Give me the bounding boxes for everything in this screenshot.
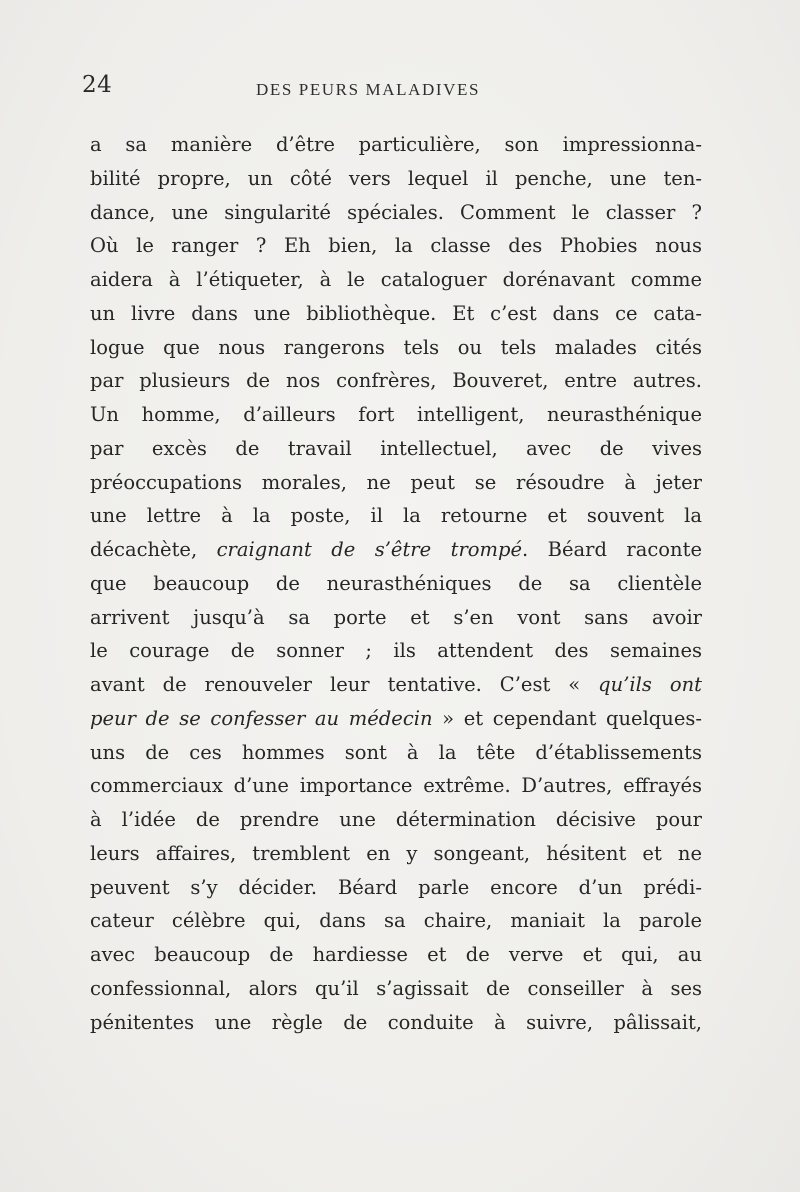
text-segment: confessionnal, alors qu’il s’agissait de conseiller à ses xyxy=(90,976,702,1000)
text-line xyxy=(90,162,702,196)
text-segment: a sa manière d’être particulière, son impressionna- xyxy=(90,133,702,156)
text-segment: uns de ces hommes sont à la tête d’établissements xyxy=(90,740,702,764)
text-segment: peuvent s’y décider. Béard parle encore d’un prédi- xyxy=(90,875,702,899)
text-line xyxy=(90,297,702,331)
text-line xyxy=(90,331,702,365)
text-line xyxy=(90,769,702,803)
text-line xyxy=(90,634,702,668)
text-line xyxy=(90,364,702,398)
text-segment: leurs affaires, tremblent en y songeant, hésitent et ne xyxy=(90,841,702,865)
text-segment: décachète, xyxy=(90,538,217,561)
text-line xyxy=(90,668,702,702)
text-line xyxy=(90,466,702,500)
text-line xyxy=(90,567,702,601)
text-segment: » et cependant quelques- xyxy=(432,706,702,730)
text-line xyxy=(90,196,702,230)
text-segment: à l’idée de prendre une détermination décisive pour xyxy=(90,808,702,831)
text-segment: par plusieurs de nos confrères, Bouveret, entre autres. xyxy=(90,369,702,393)
text-segment: arrivent jusqu’à sa porte et s’en vont sans avoir xyxy=(90,605,702,629)
text-line xyxy=(90,432,702,466)
text-segment: avec beaucoup de hardiesse et de verve et qui, au xyxy=(90,943,702,966)
text-line xyxy=(90,1006,702,1040)
text-line xyxy=(90,938,702,972)
text-segment: . Béard raconte xyxy=(522,538,702,561)
text-segment: le courage de sonner ; ils attendent des semaines xyxy=(90,639,702,663)
text-segment: dance, une singularité spéciales. Comment le classer ? xyxy=(90,200,702,224)
text-line xyxy=(90,601,702,635)
text-line xyxy=(90,398,702,432)
text-segment: par excès de travail intellectuel, avec de vives xyxy=(90,436,702,460)
text-segment: Un homme, d’ailleurs fort intelligent, neurasthénique xyxy=(90,403,702,426)
italic-text-segment: qu’ils ont xyxy=(598,673,702,696)
text-line xyxy=(90,871,702,905)
text-segment: pénitentes une règle de conduite à suivre, pâlissait, xyxy=(90,1010,702,1034)
text-segment: avant de renouveler leur tentative. C’est « xyxy=(90,673,599,696)
text-line xyxy=(90,803,702,837)
running-head: DES PEURS MALADIVES xyxy=(256,80,481,99)
text-segment: commerciaux d’une importance extrême. D’autres, effrayés xyxy=(90,774,702,798)
text-segment: Où le ranger ? Eh bien, la classe des Phobies nous xyxy=(90,234,702,258)
text-segment: aidera à l’étiqueter, à le cataloguer dorénavant comme xyxy=(90,268,702,291)
text-line xyxy=(90,972,702,1006)
italic-text-segment: peur de se confesser au médecin xyxy=(90,706,433,730)
text-line xyxy=(90,904,702,938)
text-line xyxy=(90,736,702,770)
text-segment: bilité propre, un côté vers lequel il penche, une ten- xyxy=(90,166,702,190)
text-segment: préoccupations morales, ne peut se résoudre à jeter xyxy=(90,470,702,494)
italic-text-segment: craignant de s’être trompé xyxy=(216,538,523,561)
text-line xyxy=(90,499,702,533)
text-line xyxy=(90,837,702,871)
text-line xyxy=(90,128,702,162)
text-line xyxy=(90,229,702,263)
body-text xyxy=(90,128,702,1039)
text-segment: un livre dans une bibliothèque. Et c’est dans ce cata- xyxy=(90,301,702,325)
text-line xyxy=(90,263,702,297)
page-number: 24 xyxy=(82,72,113,98)
text-segment: que beaucoup de neurasthéniques de sa clientèle xyxy=(90,571,702,595)
text-line xyxy=(90,702,702,736)
text-line xyxy=(90,533,702,567)
text-segment: logue que nous rangerons tels ou tels malades cités xyxy=(90,335,702,359)
text-segment: une lettre à la poste, il la retourne et souvent la xyxy=(90,504,702,528)
text-segment: cateur célèbre qui, dans sa chaire, maniait la parole xyxy=(90,909,702,933)
